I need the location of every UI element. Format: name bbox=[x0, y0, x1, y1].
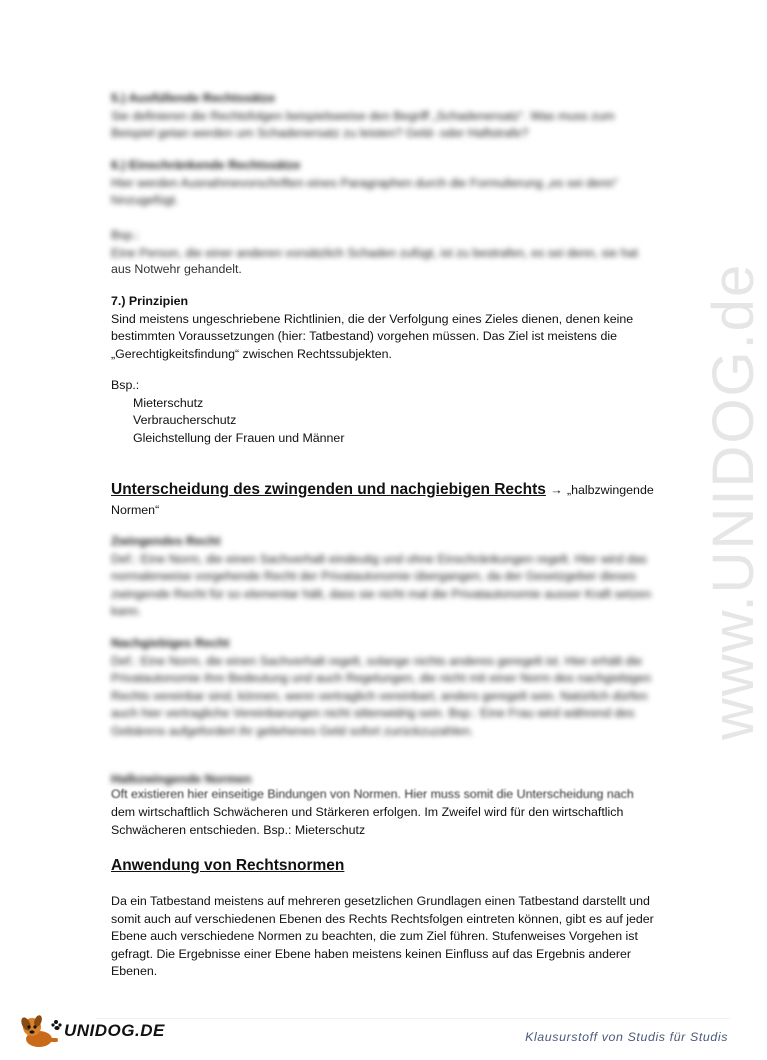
zwingendes-recht bbox=[111, 533, 656, 621]
section-6-example-label: Bsp.: bbox=[111, 228, 140, 242]
section-7 bbox=[111, 293, 656, 363]
section-6-example-line1: Eine Person, die einer anderen vorsätzlich Schaden zufügt, ist zu bestrafen, es sei denn, sie hat bbox=[111, 245, 638, 260]
logo-text: UNIDOG.DE bbox=[64, 1021, 165, 1040]
section-7-example-list bbox=[111, 395, 656, 448]
section-7-body: Sind meistens ungeschriebene Richtlinien, die der Verfolgung eines Zieles dienen, denen keine bestimmten Voraussetzungen (hier: Tatbestand) vorgehen müssen. Das Ziel ist meistens die „Gerechtigkeitsfindung“ zwischen Rechtssubjekten. bbox=[111, 311, 634, 361]
footer-logo[interactable] bbox=[18, 1012, 165, 1050]
zwingendes-body: Def.: Eine Norm, die einen Sachverhalt eindeutig und ohne Einschränkungen regelt. Hier wird das normalerweise vorgehende Recht der Privatautonomie übergangen, da der Gesetzgeber dieses zwingende Recht für so elementar hält, dass sie nicht mal die Privatautonomie ausser Kraft setzen kann. bbox=[111, 551, 651, 619]
nachgiebiges-body: Def.: Eine Norm, die einen Sachverhalt regelt, solange nichts anderes geregelt ist. Hier erhält die Privatautonomie ihre Bedeutung und auch Regelungen, die nicht mit einer Norm des nachgiebigen Rechts vereinbar sind, können, wenn vertraglich vereinbart, anders geregelt sein. Natürlich dürfen auch hier vertragliche Vereinbarungen nicht sittenwidrig sein. Bsp.: Eine Frau wird während des Gebärens aufgefordert ihr geliehenes Geld sofort zurückzuzahlen. bbox=[111, 653, 652, 738]
section-7-examples bbox=[111, 377, 656, 447]
section-7-heading: 7.) Prinzipien bbox=[111, 294, 189, 308]
section-7-example-label: Bsp.: bbox=[111, 378, 140, 392]
halbzwingende-body: dem wirtschaftlich Schwächeren und Stärkeren erfolgen. Im Zweifel wird für den wirtschaftlich Schwächeren entschieden. Bsp.: Mieterschutz bbox=[111, 805, 624, 837]
section-6 bbox=[111, 157, 656, 210]
anwendung-body: Da ein Tatbestand meistens auf mehreren gesetzlichen Grundlagen einen Tatbestand darstellt und somit auch auf verschiedenen Ebenen des Rechts Rechtsfolgen eintreten können, gibt es auf jeder Ebene auch verschiedene Normen zu beachten, die zum Ziel führen. Stufenweises Vorgehen ist gefragt. Die Ergebnisse einer Ebene haben meistens keinen Einfluss auf das Ergebnis anderer Ebenen. bbox=[111, 894, 654, 979]
nachgiebiges-heading: Nachgiebiges Recht bbox=[111, 636, 230, 650]
list-item: Mieterschutz bbox=[133, 395, 204, 410]
anwendung-heading bbox=[111, 856, 671, 876]
anwendung-title: Anwendung von Rechtsnormen bbox=[111, 857, 345, 874]
section-5 bbox=[111, 90, 656, 143]
footer-divider bbox=[96, 1018, 730, 1019]
section-5-heading: 5.) Ausfüllende Rechtssätze bbox=[111, 91, 276, 105]
section-6-example-line2: aus Notwehr gehandelt. bbox=[111, 262, 242, 276]
halbzwingende-heading: Halbzwingende Normen bbox=[111, 772, 252, 786]
section-6-body: Hier werden Ausnahmevorschriften eines Paragraphen durch die Formulierung „es sei denn“ hinzugefügt. bbox=[111, 175, 618, 208]
list-item: Gleichstellung der Frauen und Männer bbox=[133, 430, 345, 445]
unterscheidung-rest: „halbzwingende Normen“ bbox=[111, 483, 654, 517]
arrow-icon: → bbox=[550, 483, 563, 497]
section-6-heading: 6.) Einschränkende Rechtssätze bbox=[111, 158, 301, 172]
halbzwingende-line1: Oft existieren hier einseitige Bindungen von Normen. Hier muss somit die Unterscheidung nach bbox=[111, 787, 634, 801]
section-5-body: Sie definieren die Rechtsfolgen beispielsweise den Begriff „Schadenersatz“. Was muss zum Beispiel getan werden um Schadenersatz zu leisten? Geld- oder Haftstrafe? bbox=[111, 108, 615, 141]
dog-logo-icon bbox=[18, 1012, 64, 1050]
unterscheidung-heading bbox=[111, 480, 671, 520]
section-6-example bbox=[111, 227, 656, 262]
zwingendes-heading: Zwingendes Recht bbox=[111, 534, 221, 548]
watermark: www.UNIDOG.de bbox=[701, 262, 766, 740]
nachgiebiges-recht bbox=[111, 635, 656, 741]
unterscheidung-title: Unterscheidung des zwingenden und nachgiebigen Rechts bbox=[111, 481, 546, 498]
list-item: Verbraucherschutz bbox=[133, 413, 237, 428]
footer-tagline: Klausurstoff von Studis für Studis bbox=[525, 1030, 728, 1044]
